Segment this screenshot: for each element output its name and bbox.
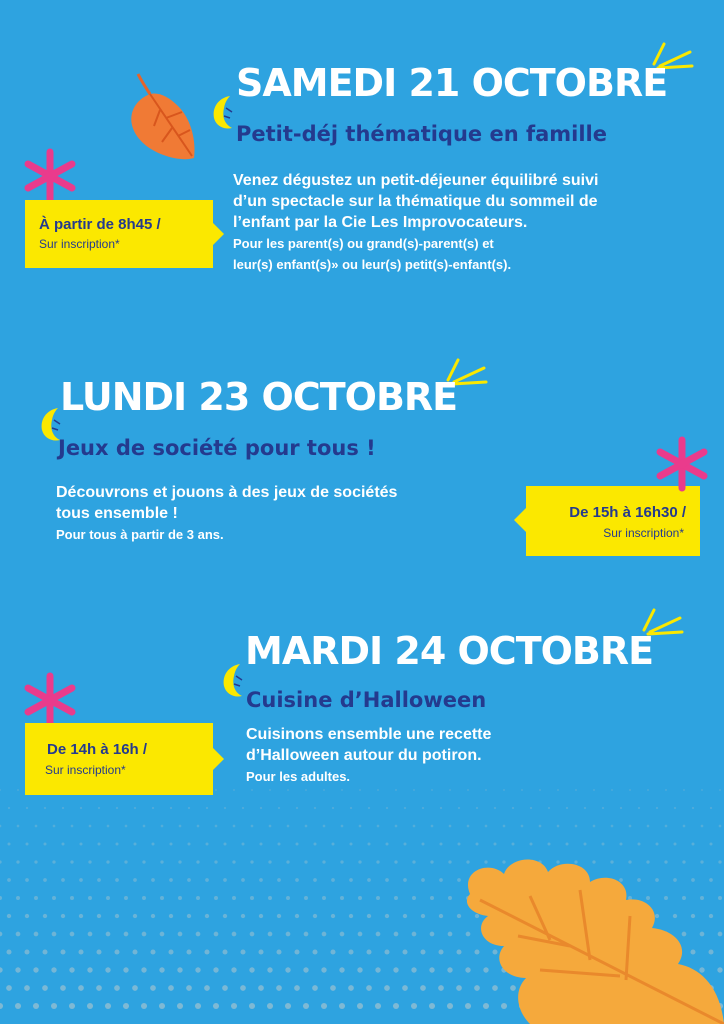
event-description-line: tous ensemble ! xyxy=(56,505,178,522)
time-tag xyxy=(25,723,213,795)
autumn-leaf-icon xyxy=(120,68,200,164)
tag-arrow xyxy=(212,747,226,771)
asterisk-icon xyxy=(654,436,710,492)
event-date: LUNDI 23 OCTOBRE xyxy=(60,375,458,419)
event-time: À partir de 8h45 / xyxy=(39,216,161,233)
event-subtitle: Petit-déj thématique en famille xyxy=(236,122,607,146)
event-time: De 15h à 16h30 / xyxy=(569,504,686,521)
event-subtitle: Jeux de société pour tous ! xyxy=(58,436,376,460)
asterisk-icon xyxy=(22,672,78,728)
event-registration: Sur inscription* xyxy=(39,237,120,251)
event-subtitle: Cuisine d’Halloween xyxy=(246,688,487,712)
event-registration: Sur inscription* xyxy=(45,763,126,777)
tag-arrow xyxy=(212,222,226,246)
time-tag xyxy=(25,200,213,268)
event-description-line: Cuisinons ensemble une recette xyxy=(246,726,492,743)
event-description-line: d’Halloween autour du potiron. xyxy=(246,747,482,764)
oak-leaf-icon xyxy=(430,850,724,1024)
event-date: SAMEDI 21 OCTOBRE xyxy=(236,61,668,105)
event-registration: Sur inscription* xyxy=(603,526,684,540)
event-description-line: l’enfant par la Cie Les Improvocateurs. xyxy=(233,214,528,231)
crescent-doodle-icon xyxy=(208,92,238,132)
asterisk-icon xyxy=(22,148,78,204)
tag-arrow xyxy=(512,508,526,532)
event-note-line: Pour tous à partir de 3 ans. xyxy=(56,527,224,542)
event-time: De 14h à 16h / xyxy=(47,741,148,758)
event-date: MARDI 24 OCTOBRE xyxy=(245,629,654,673)
crescent-doodle-icon xyxy=(218,660,248,700)
event-description-line: Découvrons et jouons à des jeux de sociétés xyxy=(56,484,398,501)
event-note-line: Pour les adultes. xyxy=(246,769,351,784)
event-note-line: leur(s) enfant(s)» ou leur(s) petit(s)-enfant(s). xyxy=(233,257,512,272)
time-tag xyxy=(526,486,700,556)
event-description-line: d’un spectacle sur la thématique du sommeil de xyxy=(233,193,598,210)
event-description-line: Venez dégustez un petit-déjeuner équilibré suivi xyxy=(233,172,599,189)
event-note-line: Pour les parent(s) ou grand(s)-parent(s) et xyxy=(233,236,494,251)
